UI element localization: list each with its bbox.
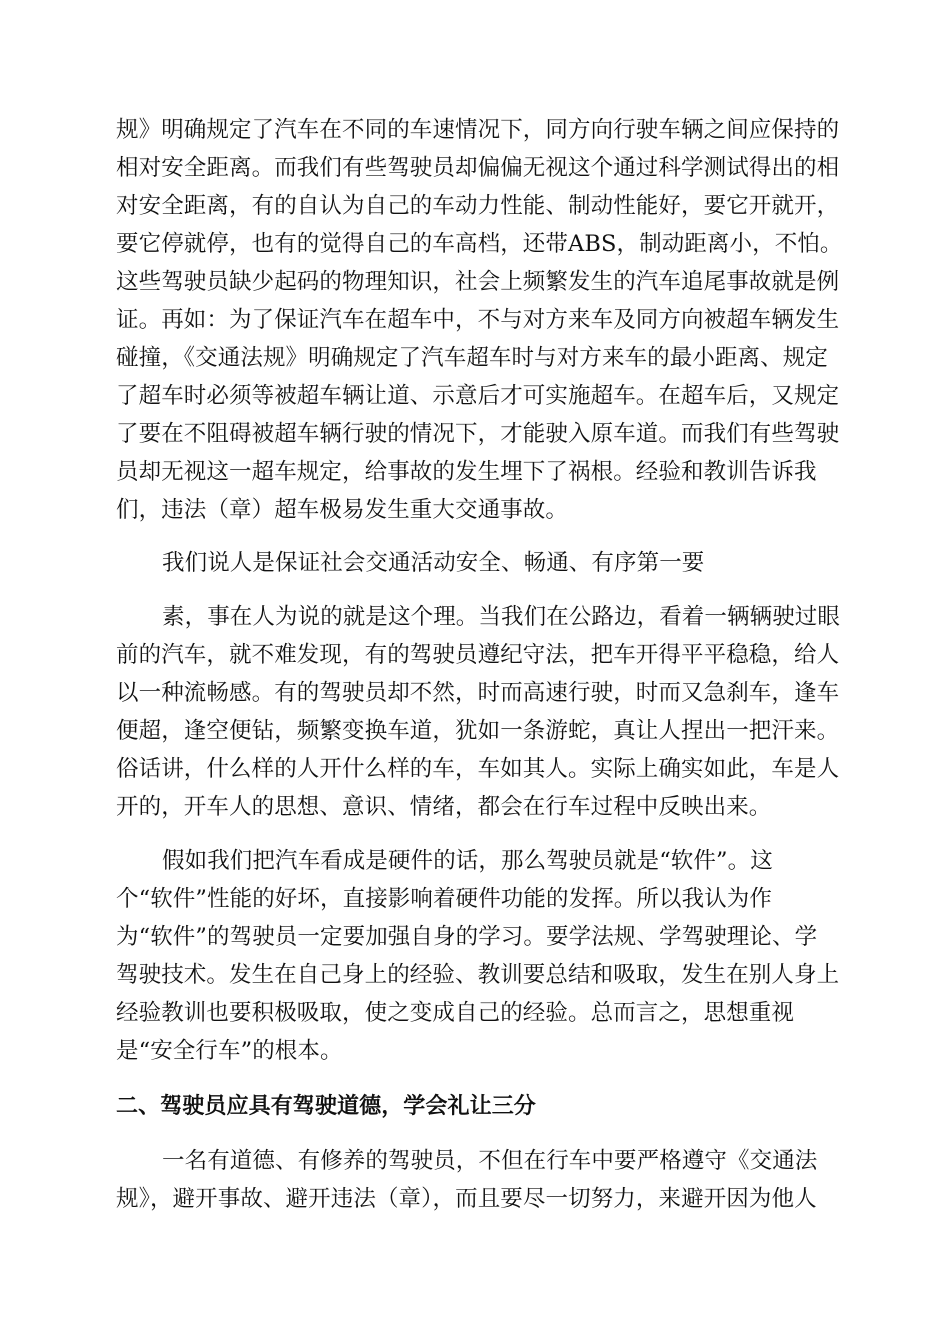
text-line: 规》明确规定了汽车在不同的车速情况下，同方向行驶车辆之间应保持的 (116, 117, 840, 143)
text-line: 员却无视这一超车规定，给事故的发生埋下了祸根。经验和教训告诉我 (116, 459, 817, 485)
text-line: 是“安全行车”的根本。 (116, 1038, 343, 1064)
text-line: 经验教训也要积极吸取，使之变成自己的经验。总而言之，思想重视 (116, 1000, 795, 1026)
text-line: 了要在不阻碍被超车辆行驶的情况下，才能驶入原车道。而我们有些驾驶 (116, 421, 840, 447)
text-line: 规》，避开事故、避开违法（章），而且要尽一切努力，来避开因为他人 (116, 1186, 817, 1212)
text-line: 个“软件”性能的好坏，直接影响着硬件功能的发挥。所以我认为作 (116, 886, 773, 912)
text-line: 证。再如：为了保证汽车在超车中，不与对方来车及同方向被超车辆发生 (116, 307, 840, 333)
text-line: 要它停就停，也有的觉得自己的车高档，还带ABS，制动距离小，不怕。 (116, 231, 843, 257)
paragraph-first-line: 素，事在人为说的就是这个理。当我们在公路边，看着一辆辆驶过眼 (162, 604, 841, 630)
paragraph-first-line: 我们说人是保证社会交通活动安全、畅通、有序第一要 (162, 550, 705, 576)
text-line: 便超，逢空便钻，频繁变换车道，犹如一条游蛇，真让人捏出一把汗来。 (116, 718, 840, 744)
paragraph-first-line: 假如我们把汽车看成是硬件的话，那么驾驶员就是“软件”。这 (162, 848, 773, 874)
text-line: 为“软件”的驾驶员一定要加强自身的学习。要学法规、学驾驶理论、学 (116, 924, 818, 950)
text-line: 这些驾驶员缺少起码的物理知识，社会上频繁发生的汽车追尾事故就是例 (116, 269, 840, 295)
text-line: 们，违法（章）超车极易发生重大交通事故。 (116, 497, 569, 523)
text-line: 了超车时必须等被超车辆让道、示意后才可实施超车。在超车后，又规定 (116, 383, 840, 409)
text-line: 俗话讲，什么样的人开什么样的车，车如其人。实际上确实如此，车是人 (116, 756, 840, 782)
text-line: 碰撞，《交通法规》明确规定了汽车超车时与对方来车的最小距离、规定 (116, 345, 828, 371)
text-line: 对安全距离，有的自认为自己的车动力性能、制动性能好，要它开就开， (116, 193, 840, 219)
text-line: 相对安全距离。而我们有些驾驶员却偏偏无视这个通过科学测试得出的相 (116, 155, 840, 181)
section-heading: 二、驾驶员应具有驾驶道德，学会礼让三分 (116, 1094, 536, 1119)
text-line: 前的汽车，就不难发现，有的驾驶员遵纪守法，把车开得平平稳稳，给人 (116, 642, 840, 668)
paragraph-first-line: 一名有道德、有修养的驾驶员，不但在行车中要严格遵守《交通法 (162, 1148, 818, 1174)
text-line: 开的，开车人的思想、意识、情绪，都会在行车过程中反映出来。 (116, 794, 772, 820)
text-line: 以一种流畅感。有的驾驶员却不然，时而高速行驶，时而又急刹车，逢车 (116, 680, 840, 706)
text-line: 驾驶技术。发生在自己身上的经验、教训要总结和吸取，发生在别人身上 (116, 962, 840, 988)
